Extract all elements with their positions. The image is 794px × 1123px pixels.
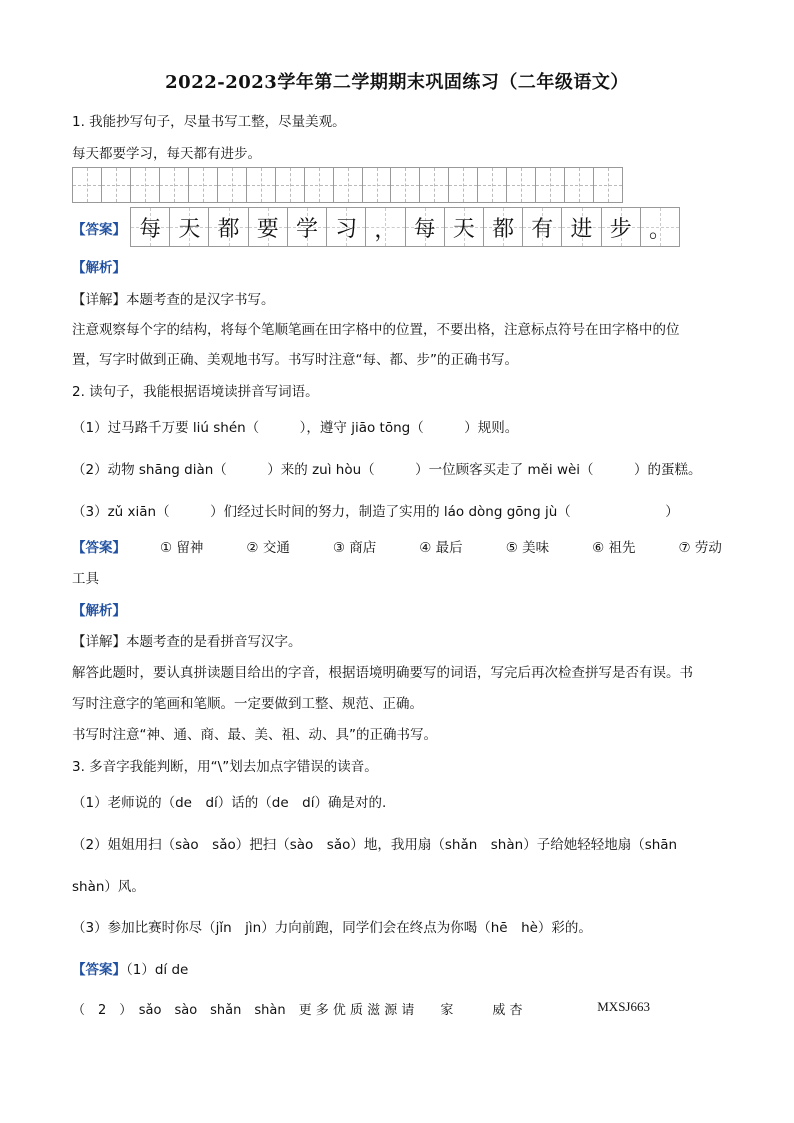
- q2-explain-2: 写时注意字的笔画和笔顺。一定要做到工整、规范、正确。: [72, 696, 423, 712]
- analysis-tag: 【解析】: [72, 603, 126, 619]
- writing-grid-answer: [130, 207, 680, 247]
- q2-answer-item: ⑥ 祖先: [592, 540, 636, 556]
- q2-sentence-3: （3）zǔ xiān（ ）们经过长时间的努力，制造了实用的 láo dòng gōng jù（ ）: [72, 504, 679, 520]
- grid-cell: [189, 168, 218, 202]
- answer-tag: 【答案】: [72, 222, 126, 238]
- answer-char: 都: [217, 216, 240, 242]
- grid-cell: [594, 168, 622, 202]
- answer-grid-cell: [445, 208, 484, 246]
- answer-char: ，: [374, 218, 397, 243]
- q2-answer-row: 【答案】: [72, 540, 126, 556]
- answer-grid-cell: [209, 208, 248, 246]
- grid-cell: [218, 168, 247, 202]
- q1-prompt: 1. 我能抄写句子，尽量书写工整，尽量美观。: [72, 114, 346, 130]
- q2-answer-item: ② 交通: [246, 540, 290, 556]
- grid-cell: [565, 168, 594, 202]
- answer-grid-cell: [131, 208, 170, 246]
- writing-grid-empty: [72, 167, 623, 203]
- answer-char: 每: [139, 216, 162, 242]
- analysis-tag: 【解析】: [72, 260, 126, 276]
- grid-cell: [449, 168, 478, 202]
- answer-grid-cell: [562, 208, 601, 246]
- q2-answer-item: ⑤ 美味: [505, 540, 550, 556]
- grid-cell: [131, 168, 160, 202]
- answer-grid-cell: [327, 208, 366, 246]
- answer-char: 都: [492, 216, 515, 242]
- q3-sentence-3: （3）参加比赛时你尽（jǐn jìn）力向前跑，同学们会在终点为你喝（hē hè）彩的。: [72, 920, 592, 936]
- grid-cell: [276, 168, 305, 202]
- answer-char: 天: [178, 216, 201, 242]
- grid-cell: [478, 168, 507, 202]
- answer-char: 要: [256, 216, 279, 242]
- q2-answer-item: ① 留神: [160, 540, 204, 556]
- answer-char: 天: [452, 216, 475, 242]
- answer-char: 步: [609, 216, 632, 242]
- q1-detail: 【详解】本题考查的是汉字书写。: [72, 292, 275, 308]
- q3-answer-1: 【答案】（1）dí de: [72, 962, 189, 978]
- answer-grid-cell: [170, 208, 209, 246]
- q3-sentence-2a: （2）姐姐用扫（sào sǎo）把扫（sào sǎo）地，我用扇（shǎn shàn）子给她轻轻地扇（shān: [72, 837, 678, 853]
- answer-char: 每: [413, 216, 436, 242]
- answer-grid-cell: [406, 208, 445, 246]
- q2-sentence-2: （2）动物 shāng diàn（ ）来的 zuì hòu（ ）一位顾客买走了 měi wèi（ ）的蛋糕。: [72, 462, 702, 478]
- q3-prompt: 3. 多音字我能判断，用“\”划去加点字错误的读音。: [72, 759, 378, 775]
- grid-cell: [334, 168, 363, 202]
- answer-grid-cell: [602, 208, 641, 246]
- answer-grid-cell: [641, 208, 679, 246]
- q3-sentence-2b: shàn）风。: [72, 879, 145, 895]
- q2-sentence-1: （1）过马路千万要 liú shén（ ），遵守 jiāo tōng（ ）规则。: [72, 420, 519, 436]
- grid-cell: [391, 168, 420, 202]
- q2-answer-item: ④ 最后: [419, 540, 463, 556]
- q2-answer-list: [160, 536, 722, 556]
- q2-explain-1: 解答此题时，要认真拼读题目给出的字音，根据语境明确要写的词语，写完后再次检查拼写是否有误。书: [72, 665, 693, 681]
- answer-grid-cell: [484, 208, 523, 246]
- page-title: 2022-2023学年第二学期期末巩固练习（二年级语文）: [165, 72, 629, 93]
- answer-char: 习: [335, 216, 358, 242]
- q2-answer-item: ⑦ 劳动: [678, 540, 722, 556]
- q1-sentence: 每天都要学习，每天都有进步。: [72, 146, 261, 162]
- answer-grid-cell: [366, 208, 405, 246]
- grid-cell: [305, 168, 334, 202]
- q2-answer-item: ③ 商店: [332, 540, 377, 556]
- q2-prompt: 2. 读句子，我能根据语境读拼音写词语。: [72, 384, 319, 400]
- grid-cell: [363, 168, 392, 202]
- answer-grid-cell: [249, 208, 288, 246]
- q1-explain-1: 注意观察每个字的结构，将每个笔顺笔画在田字格中的位置，不要出格，注意标点符号在田字格中的位: [72, 322, 680, 338]
- q3-answer-2: （ 2 ） sǎo sào shǎn shàn 更 多 优 质 滋 源 请 家 威 杏 MXSJ663: [72, 999, 650, 1018]
- q2-explain-3: 书写时注意“神、通、商、最、美、祖、动、具”的正确书写。: [72, 727, 437, 743]
- q1-explain-2: 置，写字时做到正确、美观地书写。书写时注意“每、都、步”的正确书写。: [72, 352, 518, 368]
- answer-char: 进: [570, 216, 593, 242]
- grid-cell: [507, 168, 536, 202]
- watermark-code: MXSJ663: [597, 999, 650, 1014]
- answer-grid-cell: [288, 208, 327, 246]
- grid-cell: [536, 168, 565, 202]
- answer-char: 。: [648, 218, 671, 243]
- q3-sentence-1: （1）老师说的（de dí）话的（de dí）确是对的.: [72, 795, 387, 811]
- answer-char: 有: [531, 216, 554, 242]
- grid-cell: [160, 168, 189, 202]
- grid-cell: [102, 168, 131, 202]
- q2-answer-cont: 工具: [72, 571, 99, 587]
- q2-detail: 【详解】本题考查的是看拼音写汉字。: [72, 634, 302, 650]
- answer-grid-cell: [523, 208, 562, 246]
- grid-cell: [247, 168, 276, 202]
- answer-char: 学: [295, 216, 318, 242]
- grid-cell: [420, 168, 449, 202]
- grid-cell: [73, 168, 102, 202]
